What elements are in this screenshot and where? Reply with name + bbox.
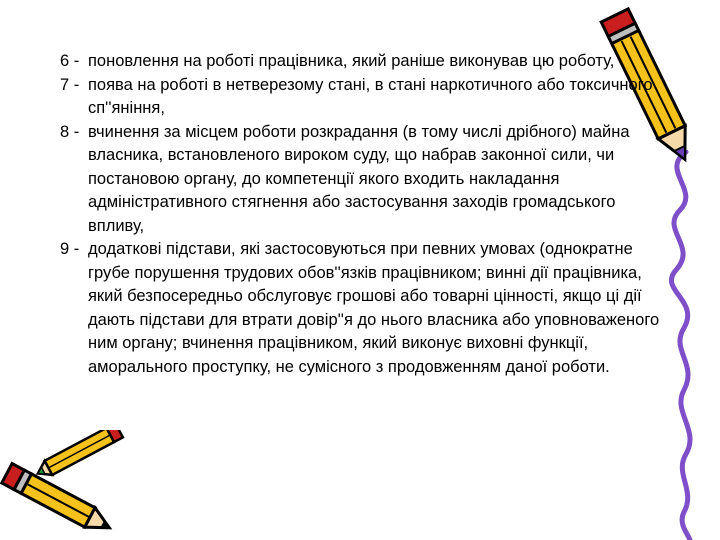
item-text: поява на роботі в нетверезому стані, в стані наркотичного або токсичного сп''яніння, <box>88 75 653 117</box>
item-text: додаткові підстави, які застосовуються при певних умовах (однократне грубе порушення трудових обов''язків працівником; винні дії працівника, який безпосередньо обслуговує грошові або товарні цінності, якщо ці дії дають підстави для втрати довір''я до нього власника або уповноваженого ним органу; вчинення працівником, який виконує виховні функції, аморального проступку, не сумісного з продовженням даної роботи. <box>88 240 660 376</box>
item-number: 8 - <box>60 122 80 141</box>
item-number: 7 - <box>60 75 80 94</box>
item-text: вчинення за місцем роботи розкрадання (в тому числі дрібного) майна власника, встановленого вироком суду, що набрав законної сили, чи постановою органу, до компетенції якого входить накладання адміністративного стягнення або застосування заходів громадського впливу, <box>88 122 630 235</box>
list-item <box>60 50 660 74</box>
list-item <box>60 74 660 121</box>
item-number: 6 - <box>60 52 80 70</box>
text-block <box>60 50 660 379</box>
item-text: поновлення на роботі працівника, який раніше виконував цю роботу, <box>88 52 615 70</box>
list-item <box>60 121 660 239</box>
item-number: 9 - <box>60 240 80 258</box>
list-item <box>60 238 660 379</box>
pencils-cluster-icon <box>0 430 140 540</box>
